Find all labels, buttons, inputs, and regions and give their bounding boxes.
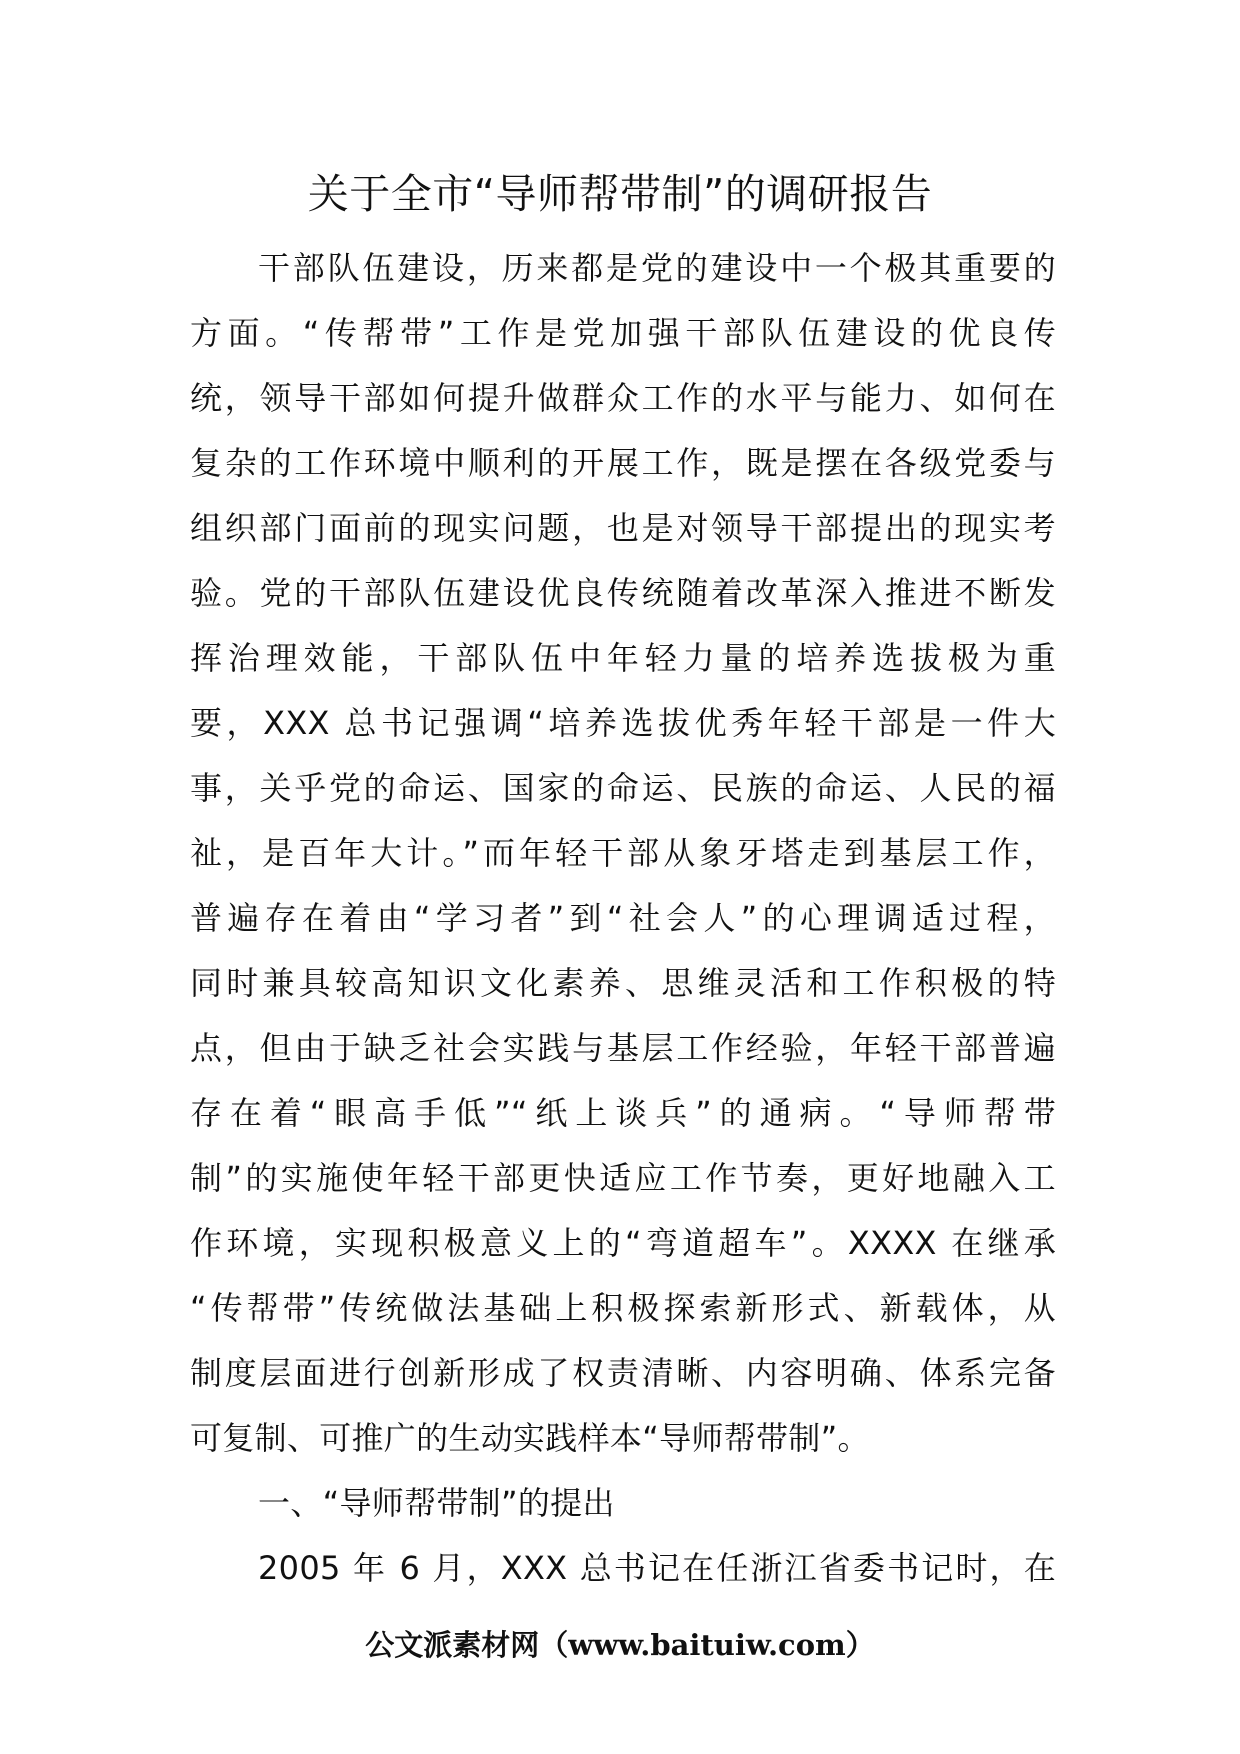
paragraph-line: 要，XXX 总书记强调“培养选拔优秀年轻干部是一件大 [190,704,1056,742]
paragraph-line: 祉，是百年大计。”而年轻干部从象牙塔走到基层工作， [190,834,1056,872]
paragraph-line: “传帮带”传统做法基础上积极探索新形式、新载体，从 [190,1289,1056,1327]
paragraph-line: 方面。“传帮带”工作是党加强干部队伍建设的优良传 [190,314,1056,352]
footer-watermark: 公文派素材网（www.baituiw.com） [365,1628,875,1662]
paragraph-line: 可复制、可推广的生动实践样本“导师帮带制”。 [190,1419,870,1457]
paragraph-line: 统，领导干部如何提升做群众工作的水平与能力、如何在 [190,379,1056,417]
document-body [190,236,1056,1601]
paragraph-line: 普遍存在着由“学习者”到“社会人”的心理调适过程， [190,899,1056,937]
paragraph-line: 点，但由于缺乏社会实践与基层工作经验，年轻干部普遍 [190,1029,1056,1067]
paragraph-line: 组织部门面前的现实问题，也是对领导干部提出的现实考 [190,509,1056,547]
paragraph-line: 干部队伍建设，历来都是党的建设中一个极其重要的 [258,249,1056,287]
paragraph-line: 作环境，实现积极意义上的“弯道超车”。XXXX 在继承 [190,1224,1056,1262]
paragraph-line: 存在着“眼高手低”“纸上谈兵”的通病。“导师帮带 [190,1094,1056,1132]
paragraph-line: 复杂的工作环境中顺利的开展工作，既是摆在各级党委与 [190,444,1056,482]
paragraph-line: 事，关乎党的命运、国家的命运、民族的命运、人民的福 [190,769,1056,807]
paragraph-line: 验。党的干部队伍建设优良传统随着改革深入推进不断发 [190,574,1056,612]
paragraph-line: 制”的实施使年轻干部更快适应工作节奏，更好地融入工 [190,1159,1056,1197]
paragraph-line: 同时兼具较高知识文化素养、思维灵活和工作积极的特 [190,964,1056,1002]
paragraph-line: 2005 年 6 月，XXX 总书记在任浙江省委书记时，在 [258,1549,1056,1587]
paragraph-line: 制度层面进行创新形成了权责清晰、内容明确、体系完备 [190,1354,1056,1392]
document-title: 关于全市“导师帮带制”的调研报告 [307,170,933,218]
section-heading: 一、“导师帮带制”的提出 [258,1484,615,1522]
paragraph-line: 挥治理效能，干部队伍中年轻力量的培养选拔极为重 [190,639,1056,677]
